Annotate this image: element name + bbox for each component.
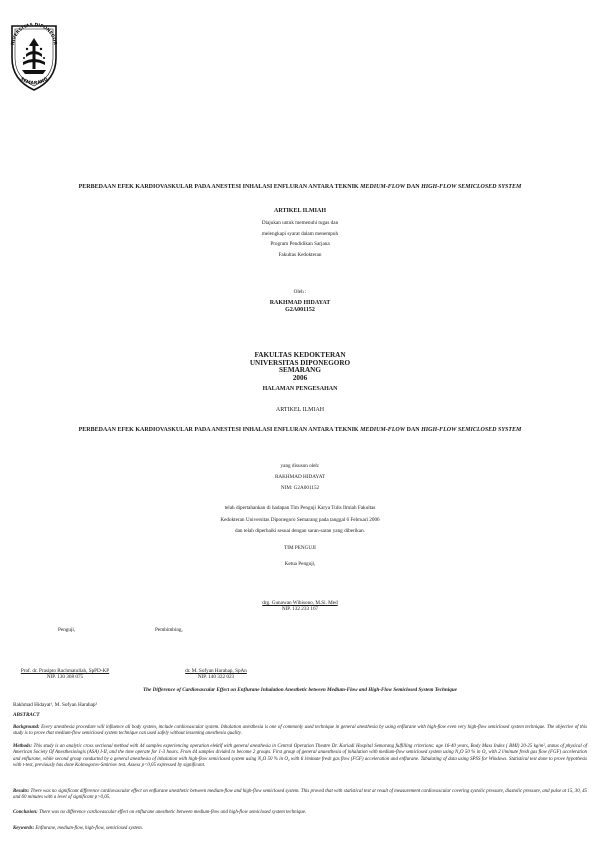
results-label: Results: bbox=[13, 789, 30, 794]
advisor-signature bbox=[163, 668, 269, 681]
approval-doc-type: ARTIKEL ILMIAH bbox=[275, 407, 325, 413]
cover-purpose bbox=[0, 218, 600, 260]
purpose-line: Fakultas Kedokteran bbox=[278, 251, 322, 258]
approval-heading: HALAMAN PENGESAHAN bbox=[262, 386, 338, 392]
institution-year: 2006 bbox=[292, 373, 308, 382]
purpose-line: melengkapi syarat dalam menempuh bbox=[261, 230, 339, 237]
chair-signature bbox=[0, 600, 600, 613]
institution-city: SEMARANG bbox=[279, 366, 321, 375]
statement-line: Kedokteran Universitas Diponegoro Semarang pada tanggal 6 Februari 2006 bbox=[220, 516, 380, 523]
examiner-name: Prof. dr. Prasipto Rachmatullah, SpPD-KP bbox=[20, 668, 110, 674]
approval-compiled-label: yang disusun oleh: bbox=[280, 463, 320, 469]
institution-university: UNIVERSITAS DIPONEGORO bbox=[249, 358, 351, 367]
cover-doc-type: ARTIKEL ILMIAH bbox=[274, 208, 326, 214]
statement-line: dan telah diperbaiki sesuai dengan saran-saran yang diberikan. bbox=[235, 528, 365, 534]
seal-bottom-text: SEMARANG bbox=[18, 76, 50, 87]
approval-author: RAKHMAD HIDAYAT bbox=[274, 474, 326, 480]
approval-title: PERBEDAAN EFEK KARDIOVASKULAR PADA ANESTESI INHALASI ENFLURAN ANTARA TEKNIK MEDIUM-FLOW DAN HIGH-FLOW SEMICLOSED SYSTEM bbox=[78, 427, 522, 433]
advisor-name: dr. M. Sofyan Harahap, SpAn bbox=[185, 668, 247, 674]
chair-label: Ketua Penguji, bbox=[284, 561, 316, 567]
abstract-authors: Rakhmad Hidayat¹, M. Sofyan Harahap² bbox=[13, 702, 98, 708]
cover-nim: G2A001152 bbox=[285, 307, 315, 313]
cover-by-label: Oleh : bbox=[293, 289, 307, 295]
cover-institution bbox=[0, 352, 600, 382]
statement-line: telah dipertahankan di hadapan Tim Penguji Karya Tulis Ilmiah Fakultas bbox=[224, 505, 376, 511]
seal-top-text: NIVERSITAS DIPONEGOR bbox=[10, 22, 58, 46]
conclusion-label: Conclusion: bbox=[13, 810, 38, 815]
examiner-signature bbox=[10, 668, 120, 681]
methods-label: Methods: bbox=[13, 744, 33, 749]
cover-title: PERBEDAAN EFEK KARDIOVASKULAR PADA ANESTESI INHALASI ENFLURAN ANTARA TEKNIK MEDIUM-FLOW DAN HIGH-FLOW SEMICLOSED SYSTEM bbox=[78, 184, 522, 190]
approval-nim: NIM: G2A001152 bbox=[280, 485, 320, 491]
purpose-line: Program Pendidikan Sarjana bbox=[270, 241, 330, 247]
examiner-label: Penguji, bbox=[58, 627, 76, 633]
chair-name: drg. Gunawan Wibisono, M.Si. Med bbox=[262, 600, 338, 606]
abstract-heading: ABSTRACT bbox=[13, 712, 40, 718]
abstract-results: Results: There was no significant difference cardiovascular effect on enflurane anesthetic between medium-flow and high-flow semiclosed system. This proved that with statistical test at result of measurement cardiovascular covering systolic pressure, diastolic pressure, and pulse at 15, 30, 45 and 60 minutes with a level of significant p>0,05. bbox=[13, 789, 587, 801]
institution-faculty: FAKULTAS KEDOKTERAN bbox=[254, 351, 346, 359]
cover-author: RAKHMAD HIDAYAT bbox=[269, 300, 331, 306]
abstract-background: Background: Every anesthesia procedure will influence all body system, include cardiovascular system. Inhalation anesthesia is one of commonly used technique in general anesthesia by using enflurane with high-flow even very high-flow semiclosed system technique. The objective of this study is to prove that medium-flow semiclosed system technique can used safely without lessening anesthesia quality. bbox=[13, 725, 587, 737]
team-label: TIM PENGUJI bbox=[284, 545, 316, 551]
examiner-nip: NIP. 130 368 075 bbox=[46, 674, 84, 681]
abstract-methods: Methods: This study is an analytic cross sectional method with 44 samples experiencing operation elektif with general anesthesia in Central Operation Theatre Dr. Kariadi Hospital Semarang fulfilling criterions: age 16-40 years, Body Mass Index ( BMI) 20-25 kg/m², status of physical of American Society Of Anesthesiologis (ASA) I-II, and the time operate for 1-3 hours. From 44 samples divided to become 2 groups. First group of general anaesthesia of inhalation with medium-flow semiclosed system using N₂O 50 % in O₂ with 2 l/minute fresh gas flow (FGF) acceleration and enflurane, while second group conducted by a general anesthesia of inhalation with high-flow semiclosed system using N₂O 50 % in O₂ with 6 l/minute fresh gas flow (FGF) acceleration and enflurane. Tabulating of data using SPSS for Windows. Statistical test done to prove hypothesis with t-test, previously has done Kolmogorov-Smirnov test. Assess p<0,05 expressed by significant. bbox=[13, 744, 587, 768]
advisor-nip: NIP. 140 322 023 bbox=[197, 674, 235, 681]
chair-nip: NIP. 132 233 167 bbox=[281, 606, 319, 613]
purpose-line: Diajukan untuk memenuhi tugas dan bbox=[261, 220, 339, 226]
background-label: Background: bbox=[13, 725, 40, 730]
university-seal-logo bbox=[8, 18, 60, 92]
advisor-label: Pembimbing, bbox=[155, 627, 183, 633]
abstract-conclusion: Conclusion: There was no difference cardiovascular effect on enflurane anesthetic between medium-flow and high-flow semiclosed system technique. bbox=[13, 810, 307, 815]
abstract-english-title: The Difference of Cardiovascular Effect on Enflurane Inhalation Anesthetic between Medium-Flow and High-Flow Semiclosed System Technique bbox=[142, 687, 457, 693]
abstract-keywords: Keywords: Enflurane, medium-flow, high-flow, semiclosed system. bbox=[13, 826, 143, 831]
keywords-label: Keywords: bbox=[13, 826, 35, 831]
approval-statement bbox=[0, 503, 600, 538]
